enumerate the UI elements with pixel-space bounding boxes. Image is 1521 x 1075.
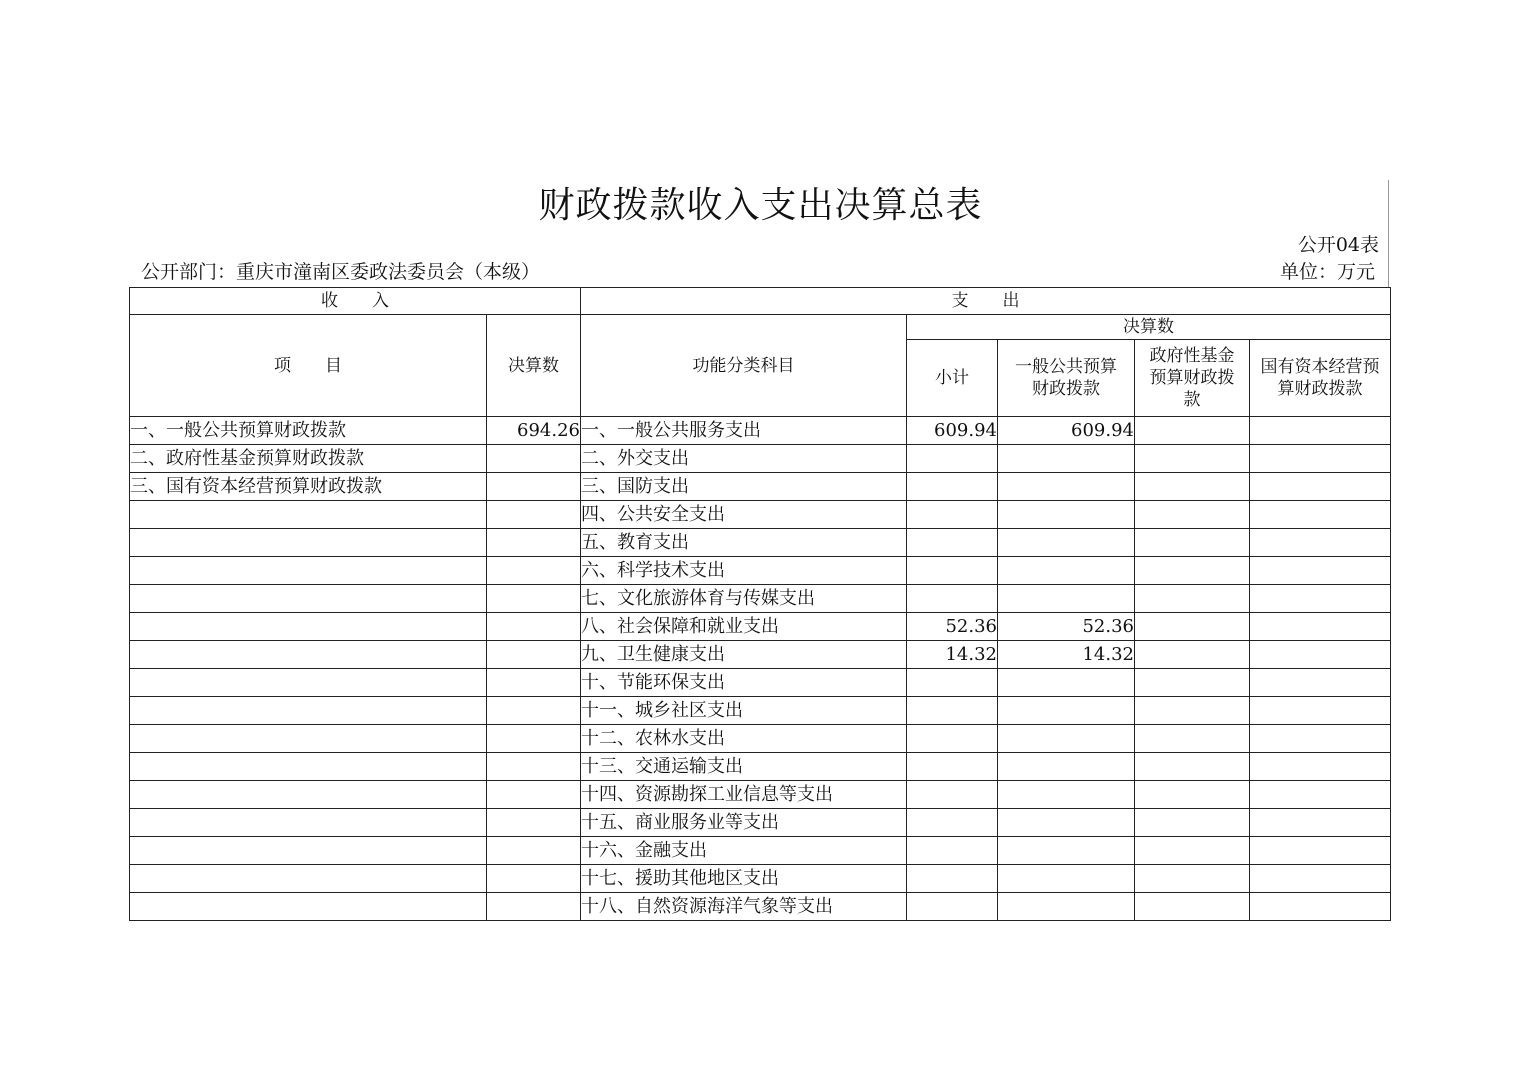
subtotal-cell: 14.32 xyxy=(907,641,998,669)
state-capital-column-header: 国有资本经营预算财政拨款 xyxy=(1250,340,1391,417)
gov-fund-cell xyxy=(1135,613,1250,641)
expense-item-cell: 十五、商业服务业等支出 xyxy=(581,809,907,837)
income-item-cell xyxy=(130,753,487,781)
income-amount-cell xyxy=(487,557,581,585)
expense-item-cell: 十八、自然资源海洋气象等支出 xyxy=(581,893,907,921)
general-budget-cell xyxy=(998,753,1135,781)
expense-item-cell: 三、国防支出 xyxy=(581,473,907,501)
subtotal-cell xyxy=(907,837,998,865)
table-row xyxy=(130,697,1391,725)
table-row xyxy=(130,501,1391,529)
table-row xyxy=(130,445,1391,473)
state-capital-cell xyxy=(1250,529,1391,557)
income-item-cell xyxy=(130,585,487,613)
gov-fund-cell xyxy=(1135,557,1250,585)
income-item-cell xyxy=(130,697,487,725)
state-capital-cell xyxy=(1250,753,1391,781)
gov-fund-cell xyxy=(1135,865,1250,893)
general-budget-cell xyxy=(998,809,1135,837)
general-budget-cell: 52.36 xyxy=(998,613,1135,641)
general-budget-cell xyxy=(998,725,1135,753)
state-capital-cell xyxy=(1250,865,1391,893)
expense-item-cell: 十七、援助其他地区支出 xyxy=(581,865,907,893)
income-amount-cell xyxy=(487,725,581,753)
expense-item-cell: 五、教育支出 xyxy=(581,529,907,557)
state-capital-cell xyxy=(1250,781,1391,809)
expense-item-cell: 七、文化旅游体育与传媒支出 xyxy=(581,585,907,613)
gov-fund-cell xyxy=(1135,529,1250,557)
gov-fund-cell xyxy=(1135,809,1250,837)
income-amount-cell xyxy=(487,781,581,809)
income-amount-cell xyxy=(487,641,581,669)
table-row xyxy=(130,809,1391,837)
functional-category-column-header: 功能分类科目 xyxy=(581,315,907,417)
income-amount-cell xyxy=(487,753,581,781)
table-row xyxy=(130,865,1391,893)
expense-item-cell: 二、外交支出 xyxy=(581,445,907,473)
table-code: 公开04表 xyxy=(1297,234,1379,256)
table-row xyxy=(130,725,1391,753)
income-amount-cell xyxy=(487,445,581,473)
expense-item-cell: 一、一般公共服务支出 xyxy=(581,417,907,445)
gov-fund-cell xyxy=(1135,417,1250,445)
income-amount-cell xyxy=(487,697,581,725)
table-row xyxy=(130,557,1391,585)
department-label: 公开部门：重庆市潼南区委政法委员会（本级） xyxy=(141,261,541,283)
income-amount-cell xyxy=(487,501,581,529)
income-amount-cell xyxy=(487,473,581,501)
subtotal-cell xyxy=(907,781,998,809)
gov-fund-cell xyxy=(1135,837,1250,865)
gov-fund-cell xyxy=(1135,585,1250,613)
gov-fund-cell xyxy=(1135,501,1250,529)
subtotal-cell: 609.94 xyxy=(907,417,998,445)
income-item-cell xyxy=(130,893,487,921)
state-capital-cell xyxy=(1250,445,1391,473)
table-row xyxy=(130,669,1391,697)
table-row xyxy=(130,613,1391,641)
income-amount-cell xyxy=(487,529,581,557)
income-item-cell xyxy=(130,613,487,641)
state-capital-cell xyxy=(1250,585,1391,613)
budget-table xyxy=(129,287,1391,921)
income-amount-cell xyxy=(487,893,581,921)
expense-item-cell: 八、社会保障和就业支出 xyxy=(581,613,907,641)
income-amount-cell xyxy=(487,809,581,837)
subtotal-cell xyxy=(907,865,998,893)
subtotal-cell xyxy=(907,529,998,557)
general-budget-cell xyxy=(998,473,1135,501)
state-capital-cell xyxy=(1250,557,1391,585)
income-item-cell: 一、一般公共预算财政拨款 xyxy=(130,417,487,445)
income-item-cell xyxy=(130,725,487,753)
income-amount-cell: 694.26 xyxy=(487,417,581,445)
income-item-cell xyxy=(130,557,487,585)
expense-item-cell: 十三、交通运输支出 xyxy=(581,753,907,781)
state-capital-cell xyxy=(1250,473,1391,501)
gov-fund-cell xyxy=(1135,893,1250,921)
table-row xyxy=(130,893,1391,921)
state-capital-cell xyxy=(1250,641,1391,669)
subtotal-cell xyxy=(907,445,998,473)
income-amount-cell xyxy=(487,865,581,893)
income-amount-cell xyxy=(487,669,581,697)
expense-item-cell: 十四、资源勘探工业信息等支出 xyxy=(581,781,907,809)
general-budget-cell xyxy=(998,697,1135,725)
table-row xyxy=(130,417,1391,445)
table-row xyxy=(130,781,1391,809)
subtotal-cell xyxy=(907,809,998,837)
gov-fund-cell xyxy=(1135,473,1250,501)
subtotal-cell xyxy=(907,585,998,613)
general-budget-cell xyxy=(998,585,1135,613)
income-item-cell xyxy=(130,865,487,893)
table-row xyxy=(130,529,1391,557)
income-item-cell xyxy=(130,669,487,697)
gov-fund-column-header: 政府性基金预算财政拨款 xyxy=(1135,340,1250,417)
subtotal-cell xyxy=(907,669,998,697)
gov-fund-cell xyxy=(1135,445,1250,473)
expense-item-cell: 六、科学技术支出 xyxy=(581,557,907,585)
state-capital-cell xyxy=(1250,893,1391,921)
income-amount-cell xyxy=(487,585,581,613)
general-budget-cell xyxy=(998,781,1135,809)
state-capital-cell xyxy=(1250,697,1391,725)
state-capital-cell xyxy=(1250,809,1391,837)
expense-item-cell: 十一、城乡社区支出 xyxy=(581,697,907,725)
subtotal-cell xyxy=(907,557,998,585)
general-budget-cell xyxy=(998,501,1135,529)
subtotal-cell xyxy=(907,697,998,725)
gov-fund-cell xyxy=(1135,781,1250,809)
income-amount-cell xyxy=(487,837,581,865)
general-budget-cell: 609.94 xyxy=(998,417,1135,445)
subtotal-cell: 52.36 xyxy=(907,613,998,641)
state-capital-cell xyxy=(1250,725,1391,753)
gov-fund-cell xyxy=(1135,725,1250,753)
expense-item-cell: 十六、金融支出 xyxy=(581,837,907,865)
general-budget-cell xyxy=(998,529,1135,557)
income-section-header: 收 入 xyxy=(130,288,581,315)
income-item-cell xyxy=(130,781,487,809)
expense-item-cell: 九、卫生健康支出 xyxy=(581,641,907,669)
general-budget-cell xyxy=(998,557,1135,585)
page-title: 财政拨款收入支出决算总表 xyxy=(538,185,983,226)
table-row xyxy=(130,473,1391,501)
income-item-cell xyxy=(130,501,487,529)
income-item-cell xyxy=(130,837,487,865)
item-column-header: 项 目 xyxy=(130,315,487,417)
state-capital-cell xyxy=(1250,669,1391,697)
expense-item-cell: 十二、农林水支出 xyxy=(581,725,907,753)
general-budget-cell xyxy=(998,445,1135,473)
table-row xyxy=(130,753,1391,781)
unit-label: 单位：万元 xyxy=(1279,261,1375,283)
income-amount-cell xyxy=(487,613,581,641)
general-budget-cell xyxy=(998,865,1135,893)
income-item-cell xyxy=(130,809,487,837)
table-row xyxy=(130,837,1391,865)
general-budget-cell xyxy=(998,669,1135,697)
subtotal-cell xyxy=(907,753,998,781)
income-item-cell: 三、国有资本经营预算财政拨款 xyxy=(130,473,487,501)
state-capital-cell xyxy=(1250,417,1391,445)
income-amount-column-header: 决算数 xyxy=(487,315,581,417)
general-budget-column-header: 一般公共预算财政拨款 xyxy=(998,340,1135,417)
subtotal-cell xyxy=(907,893,998,921)
gov-fund-cell xyxy=(1135,753,1250,781)
general-budget-cell xyxy=(998,837,1135,865)
final-amount-group-header: 决算数 xyxy=(907,315,1391,340)
state-capital-cell xyxy=(1250,501,1391,529)
expense-section-header: 支 出 xyxy=(581,288,1391,315)
state-capital-cell xyxy=(1250,837,1391,865)
gov-fund-cell xyxy=(1135,641,1250,669)
subtotal-cell xyxy=(907,501,998,529)
gov-fund-cell xyxy=(1135,669,1250,697)
gov-fund-cell xyxy=(1135,697,1250,725)
income-item-cell: 二、政府性基金预算财政拨款 xyxy=(130,445,487,473)
subtotal-cell xyxy=(907,725,998,753)
expense-item-cell: 十、节能环保支出 xyxy=(581,669,907,697)
state-capital-cell xyxy=(1250,613,1391,641)
subtotal-column-header: 小计 xyxy=(907,340,998,417)
general-budget-cell: 14.32 xyxy=(998,641,1135,669)
subtotal-cell xyxy=(907,473,998,501)
table-row xyxy=(130,585,1391,613)
income-item-cell xyxy=(130,641,487,669)
income-item-cell xyxy=(130,529,487,557)
general-budget-cell xyxy=(998,893,1135,921)
expense-item-cell: 四、公共安全支出 xyxy=(581,501,907,529)
table-row xyxy=(130,641,1391,669)
